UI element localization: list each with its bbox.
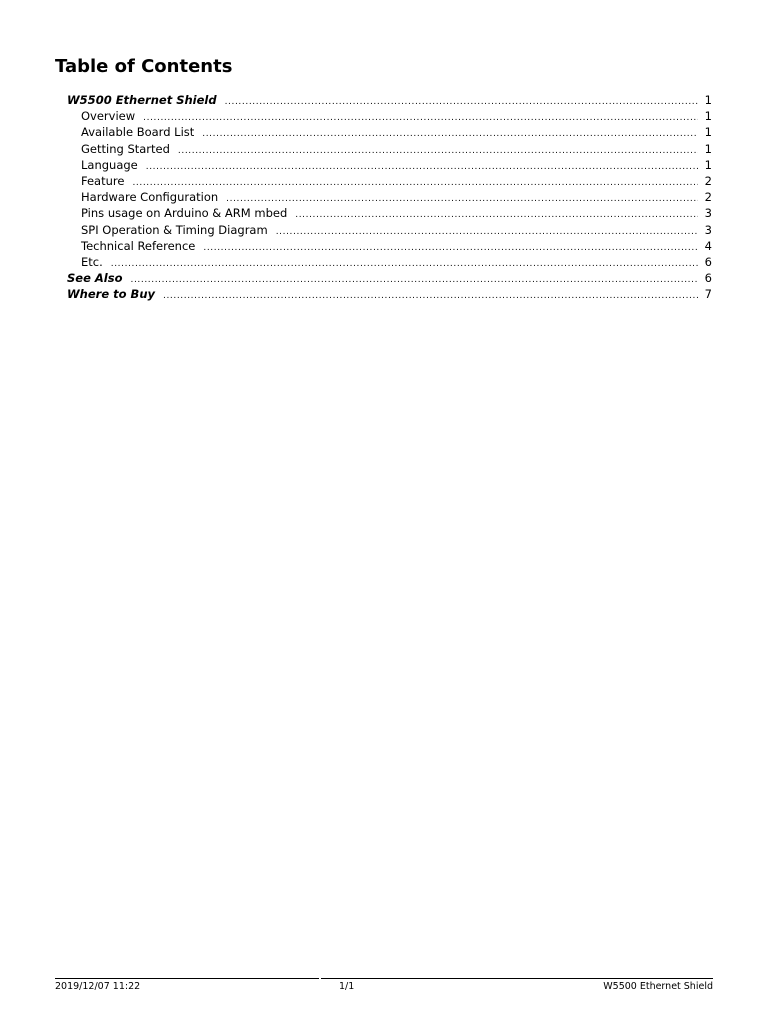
- toc-link-w5500-ethernet-shield[interactable]: [67, 92, 712, 108]
- toc-dot-leader: [163, 288, 698, 304]
- toc-entry-w5500-ethernet-shield: [0, 92, 768, 108]
- toc-page-number: 1: [704, 157, 712, 172]
- toc-page-number: 2: [704, 190, 712, 205]
- toc-link-where-to-buy[interactable]: [67, 286, 712, 302]
- toc-link-etc[interactable]: [81, 254, 712, 270]
- toc-link-feature[interactable]: [81, 173, 712, 189]
- toc-entry-label: Technical Reference: [81, 238, 196, 253]
- toc-entry-technical-reference: [0, 238, 768, 254]
- toc-entry-where-to-buy: [0, 286, 768, 302]
- toc-entry-available-board-list: [0, 124, 768, 140]
- toc-entry-etc: [0, 254, 768, 270]
- toc-link-overview[interactable]: [81, 108, 712, 124]
- toc-page-number: 6: [704, 271, 712, 286]
- toc-entry-label: See Also: [67, 271, 123, 286]
- toc-entry-label: Hardware Configuration: [81, 190, 219, 205]
- footer-date: 2019/12/07 11:22: [55, 981, 141, 992]
- toc-entry-label: SPI Operation & Timing Diagram: [81, 222, 268, 237]
- page-footer: [55, 978, 713, 998]
- toc-entry-spi-operation: [0, 222, 768, 238]
- toc-entry-pins-usage: [0, 205, 768, 221]
- toc-page-number: 4: [704, 238, 712, 253]
- toc-entry-label: Language: [81, 157, 138, 172]
- toc-entry-label: Available Board List: [81, 125, 195, 140]
- toc-entry-label: Where to Buy: [67, 287, 155, 302]
- toc-entry-getting-started: [0, 141, 768, 157]
- footer-page-number: 1/1: [339, 981, 355, 992]
- toc-page-number: 3: [704, 206, 712, 221]
- toc-entry-label: Pins usage on Arduino & ARM mbed: [81, 206, 288, 221]
- toc-page-number: 2: [704, 173, 712, 188]
- footer-document-title: W5500 Ethernet Shield: [603, 981, 713, 992]
- toc-page-number: 1: [704, 109, 712, 124]
- page-title: Table of Contents: [55, 56, 233, 77]
- toc-entry-label: W5500 Ethernet Shield: [67, 93, 217, 107]
- toc-link-language[interactable]: [81, 157, 712, 173]
- footer-divider-left: [55, 978, 319, 979]
- toc-page-number: 7: [704, 287, 712, 302]
- toc-page-number: 1: [704, 93, 712, 107]
- toc-link-see-also[interactable]: [67, 270, 712, 286]
- toc-entry-hardware-configuration: [0, 189, 768, 205]
- toc-entry-feature: [0, 173, 768, 189]
- toc-link-spi-operation[interactable]: [81, 222, 712, 238]
- toc-link-technical-reference[interactable]: [81, 238, 712, 254]
- toc-link-pins-usage[interactable]: [81, 205, 712, 221]
- toc-entry-label: Overview: [81, 109, 136, 124]
- toc-entry-see-also: [0, 270, 768, 286]
- toc-page-number: 1: [704, 141, 712, 156]
- table-of-contents: [0, 92, 768, 302]
- toc-page-number: 3: [704, 222, 712, 237]
- toc-entry-label: Getting Started: [81, 141, 170, 156]
- toc-page-number: 1: [704, 125, 712, 140]
- toc-entry-label: Etc.: [81, 254, 103, 269]
- toc-entry-language: [0, 157, 768, 173]
- toc-entry-overview: [0, 108, 768, 124]
- toc-link-available-board-list[interactable]: [81, 124, 712, 140]
- footer-divider-right: [321, 978, 713, 979]
- toc-entry-label: Feature: [81, 173, 125, 188]
- toc-page-number: 6: [704, 254, 712, 269]
- toc-link-getting-started[interactable]: [81, 141, 712, 157]
- toc-link-hardware-configuration[interactable]: [81, 189, 712, 205]
